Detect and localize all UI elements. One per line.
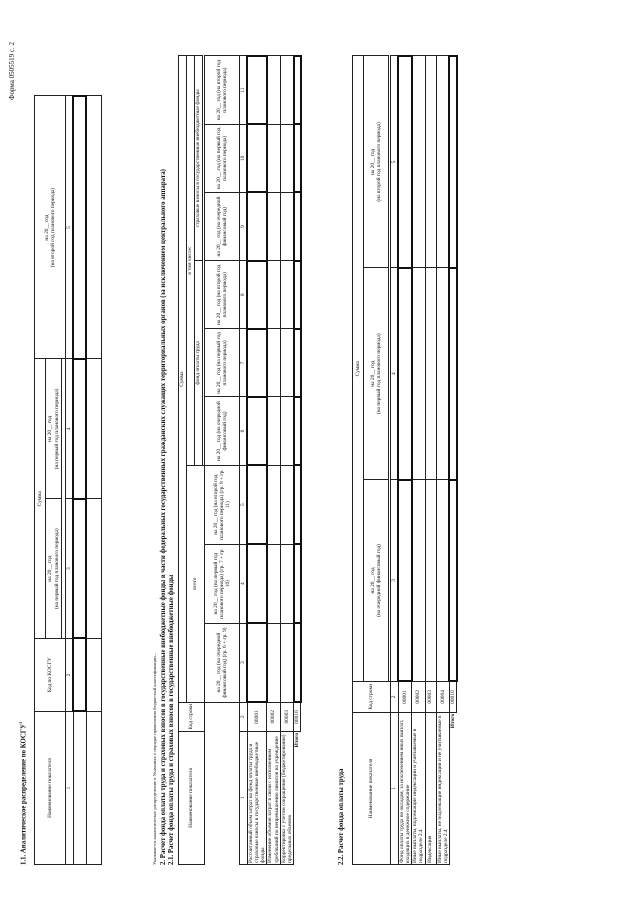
row-code: 00001	[247, 702, 267, 731]
colnum: 1	[240, 731, 248, 864]
table-row	[398, 56, 411, 865]
colnum: 10	[240, 124, 248, 192]
row-name: Фонд оплаты труда по окладам, за исключением иных выплат, входящих в денежное содержание	[398, 712, 411, 864]
colnum: 6	[240, 397, 248, 465]
cell	[86, 712, 101, 865]
total-row	[449, 56, 456, 865]
colnum: 3	[391, 480, 399, 682]
col-t2-header: на 20__ год (на первый год планового периода) (гр. 7 + гр. 10)	[205, 544, 240, 623]
colnum: 1	[391, 712, 399, 864]
col-y2-header: на 20__ год (на первый год планового периода)	[364, 268, 389, 480]
row-name: Корректировка с учетом сокращения (бюджетирования) предельных объемов	[280, 731, 293, 864]
col-y1b-header: на 20__ год (на первый год планового периода)	[45, 359, 61, 499]
col-f1-header: на 20__ год (на очередной финансовый год)	[205, 397, 240, 465]
col-total-header: всего	[187, 465, 205, 702]
table-row	[412, 56, 425, 865]
row-name: Индексация	[425, 712, 436, 864]
table-row	[436, 56, 449, 865]
table-row	[267, 56, 280, 865]
row-name: Иные выплаты, не подлежащие индексации и не учитываемые в подразделе 2.4	[436, 712, 449, 864]
col-y2-header: на 20__ год (на второй год планового периода)	[35, 96, 66, 359]
cell	[73, 96, 86, 359]
footnote: Указывается аналитическое распределение в Указаниях о порядке применения бюджетной классификации...	[152, 653, 157, 865]
total-code: 00010	[294, 702, 301, 731]
col-sum-header: Сумма	[353, 56, 364, 681]
colnum: 4	[66, 359, 74, 499]
table-row	[280, 56, 293, 865]
col-f3-header: на 20__ год (на второй год планового периода)	[205, 261, 240, 329]
row-code: 00004	[436, 681, 449, 712]
col-f2-header: на 20__ год (на первый год планового периода)	[205, 329, 240, 397]
total-code: 00010	[449, 681, 456, 712]
row-code: 00003	[425, 681, 436, 712]
col-code-header: Код строки	[179, 702, 205, 731]
table-row	[425, 56, 436, 865]
cell	[86, 499, 101, 639]
fot-table	[352, 55, 458, 865]
section-2-1-title: 2.1. Расчет фонда оплаты труда и страховых взносов в государственные внебюджетные фонды	[168, 574, 175, 865]
cell	[73, 639, 86, 712]
col-t1-header: на 20__ год (на очередной финансовый год) (гр. 6 + гр. 9)	[205, 623, 240, 702]
colnum: 3	[240, 623, 248, 702]
section-2-2-title: 2.2. Расчет фонда оплаты труда	[338, 768, 345, 865]
row-code: 00002	[267, 702, 280, 731]
row-code: 00003	[280, 702, 293, 731]
colnum: 9	[240, 192, 248, 260]
col-y3-header: на 20__ год (на второй год планового периода)	[364, 56, 389, 268]
total-label: Итого	[450, 713, 457, 729]
cell	[86, 96, 101, 359]
cell	[73, 359, 86, 499]
total-row	[294, 56, 301, 865]
section-2-title: 2. Расчет фонда оплаты труда и страховых взносов в государственные внебюджетные фонды в части федеральных государственных гражданских служащих территориальных органов (за исключением центрального аппарата)	[160, 169, 167, 865]
colnum: 2	[240, 702, 248, 731]
colnum: 11	[240, 56, 248, 124]
colnum: 2	[66, 639, 74, 712]
fot-insurance-table	[178, 55, 302, 865]
colnum: 4	[391, 268, 399, 480]
row-name: Иные выплаты, подлежащие индексации и учитываемые в подразделе 2.4	[412, 712, 425, 864]
col-name-header: Наименование показателя	[35, 712, 66, 865]
colnum: 8	[240, 261, 248, 329]
colnum: 7	[240, 329, 248, 397]
row-code: 00002	[412, 681, 425, 712]
col-name-header: Наименование показателя	[179, 731, 205, 864]
colnum: 2	[391, 681, 399, 712]
col-sum-header: Сумма	[179, 56, 187, 702]
col-fot-header: фонд оплаты труда	[195, 261, 203, 466]
total-label: Итого	[294, 732, 301, 748]
form-number: Форма 0505519 с. 2	[8, 41, 16, 100]
colnum: 4	[240, 544, 248, 623]
col-i3-header: на 20__ год (на второй год планового периода)	[205, 56, 240, 124]
colnum: 3	[66, 499, 74, 639]
row-name: Изменение объемов затрат в связи с исполнением требований по непревышению лимитов на учреждение	[267, 731, 280, 864]
col-sum-header: Сумма	[35, 359, 46, 639]
row-code: 00001	[398, 681, 411, 712]
cell	[86, 639, 101, 712]
col-incl-header: в том числе:	[187, 56, 195, 465]
cell	[73, 499, 86, 639]
kosgu-table	[34, 95, 102, 865]
section-1-1-title: 1.1. Аналитическое распределение по КОСГУ$^1$	[18, 721, 28, 865]
col-kosgu-header: Код по КОСГУ	[35, 639, 66, 712]
col-ins-header: страховые взносы в государственные внебюджетные фонды	[195, 56, 203, 261]
col-t3-header: на 20__ год (на второй год планового периода) (гр. 8 + гр. 11)	[205, 465, 240, 544]
table-row	[247, 56, 267, 865]
col-y1-header: на 20__ год (на очередной финансовый год)	[364, 480, 389, 682]
col-name-header: Наименование показателя	[353, 712, 391, 864]
col-i2-header: на 20__ год (на первый год планового периода)	[205, 124, 240, 192]
row-name: Рассчитанный объем затрат на фонд оплаты труда и страховые взносы в государственные внебюджетные фонды	[247, 731, 267, 864]
colnum: 5	[66, 96, 74, 359]
col-i1-header: на 20__ год (на очередной финансовый год)	[205, 192, 240, 260]
colnum: 5	[391, 56, 399, 268]
cell	[86, 359, 101, 499]
col-code-header: Код строки	[353, 681, 391, 712]
colnum: 5	[240, 465, 248, 544]
colnum: 1	[66, 712, 74, 865]
col-y1-header: на 20__ год (на первый год планового периода)	[45, 499, 61, 639]
cell	[73, 712, 86, 865]
